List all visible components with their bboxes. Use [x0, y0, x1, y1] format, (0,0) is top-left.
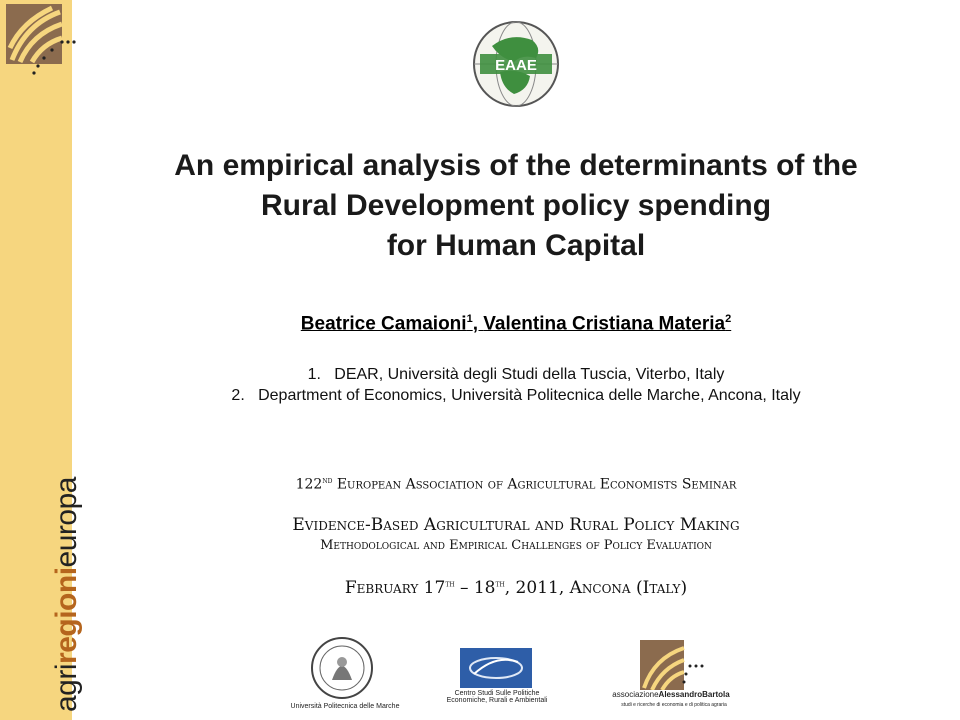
university-seal-icon — [310, 636, 374, 700]
seminar-number: 122 — [295, 476, 323, 493]
brand-prefix: agri — [50, 663, 83, 712]
university-caption: Università Politecnica delle Marche — [290, 703, 400, 710]
eaae-globe-logo-icon — [470, 18, 562, 110]
slide-title — [96, 146, 936, 266]
brand-highlight: regioni — [50, 567, 83, 664]
title-line-2: Rural Development policy spending — [260, 189, 772, 222]
assoc-prefix: associazione — [612, 690, 659, 699]
date-sup-1: th — [445, 579, 455, 590]
affiliation-2: 2. Department of Economics, Università Politecnica delle Marche, Ancona, Italy — [231, 387, 801, 404]
date-part-3: , 2011, Ancona (Italy) — [504, 578, 688, 598]
title-line-3: for Human Capital — [386, 229, 646, 262]
eaae-logo-text: EAAE — [495, 57, 537, 74]
associazione-subcaption: studi e ricerche di economia e di politica agraria — [621, 702, 727, 708]
authors — [96, 313, 936, 335]
author-1: Beatrice Camaioni — [300, 313, 467, 335]
brand-suffix: europa — [50, 477, 83, 568]
centro-caption-line-1: Centro Studi Sulle Politiche — [454, 690, 540, 697]
centro-caption-line-2: Economiche, Rurali e Ambientali — [446, 697, 548, 704]
affiliation-1: 1. DEAR, Università degli Studi della Tuscia, Viterbo, Italy — [307, 366, 725, 383]
centro-studi-logo-icon — [460, 648, 532, 688]
associazione-bartola-logo-icon — [640, 640, 706, 690]
centro-caption — [432, 690, 562, 704]
date-part-1: February 17 — [344, 578, 446, 598]
seminar-theme: Evidence-Based Agricultural and Rural Policy Making — [292, 515, 740, 535]
seminar-name — [96, 476, 936, 493]
author-2-sup: 2 — [725, 313, 732, 325]
dots-decoration-icon — [22, 36, 82, 76]
sidebar — [0, 0, 83, 720]
seminar-title: European Association of Agricultural Economists Seminar — [332, 476, 737, 493]
brand-vertical-text — [50, 477, 84, 712]
author-1-sup: 1 — [466, 313, 473, 325]
date-part-2: – 18 — [454, 578, 496, 598]
author-separator: , — [472, 313, 484, 335]
seminar-subtheme: Methodological and Empirical Challenges of Policy Evaluation — [320, 538, 712, 553]
associazione-caption — [596, 690, 746, 699]
date-sup-2: th — [495, 579, 505, 590]
author-2: Valentina Cristiana Materia — [483, 313, 726, 335]
title-line-1: An empirical analysis of the determinants of the — [174, 149, 858, 182]
assoc-name: AlessandroBartola — [658, 690, 730, 699]
seminar-number-sup: nd — [322, 476, 333, 486]
seminar-date — [96, 578, 936, 598]
